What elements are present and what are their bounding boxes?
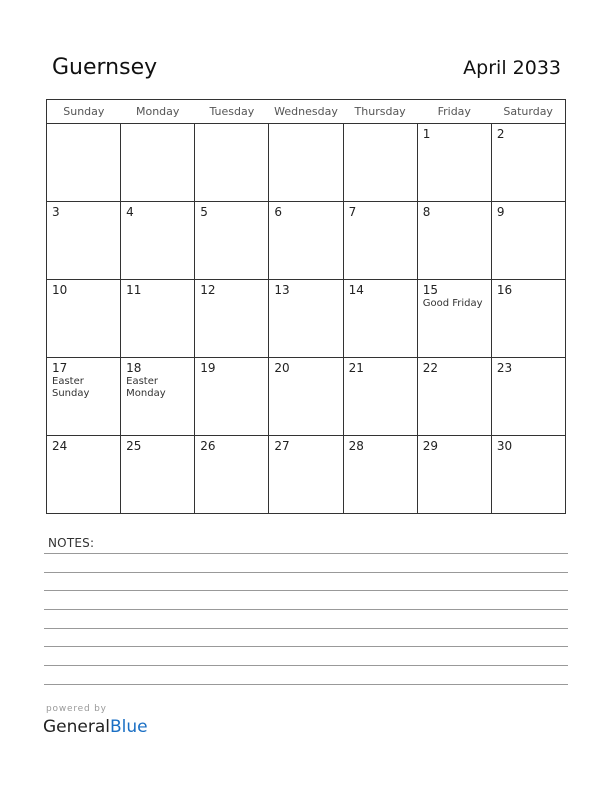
calendar-day-cell — [491, 436, 565, 514]
calendar-day-cell — [491, 358, 565, 436]
calendar-day-cell — [195, 280, 269, 358]
calendar-day-cell — [343, 124, 417, 202]
day-number: 21 — [348, 361, 364, 375]
calendar-grid — [46, 99, 566, 514]
calendar-week-row — [47, 124, 566, 202]
day-number: 3 — [52, 205, 60, 219]
day-number: 23 — [496, 361, 513, 375]
calendar-day-cell — [121, 436, 195, 514]
brand-blue-text: Blue — [110, 717, 148, 737]
day-number: 30 — [496, 439, 513, 453]
calendar-day-cell — [417, 202, 491, 280]
calendar-day-cell — [269, 358, 343, 436]
day-number: 7 — [348, 205, 357, 219]
day-number: 10 — [52, 283, 68, 297]
calendar-day-cell — [343, 280, 417, 358]
day-number: 16 — [496, 283, 513, 297]
calendar-day-cell — [491, 202, 565, 280]
day-number: 5 — [200, 205, 208, 219]
calendar-day-cell — [417, 124, 491, 202]
calendar-day-cell — [269, 436, 343, 514]
notes-line — [44, 590, 568, 591]
calendar-week-row — [47, 202, 566, 280]
weekday-tuesday: Tuesday — [195, 100, 269, 124]
weekday-header-row — [47, 100, 566, 124]
day-number: 28 — [348, 439, 364, 453]
weekday-friday: Friday — [417, 100, 491, 124]
day-number: 11 — [126, 283, 142, 297]
calendar-day-cell — [343, 358, 417, 436]
day-number: 18 — [126, 361, 142, 375]
calendar-day-cell — [121, 358, 195, 436]
notes-line — [44, 646, 568, 647]
day-number: 4 — [126, 205, 134, 219]
day-number: 6 — [274, 205, 283, 219]
powered-by-text: powered by — [46, 704, 107, 714]
calendar-day-cell — [195, 358, 269, 436]
calendar-day-cell — [121, 280, 195, 358]
calendar-day-cell — [47, 202, 121, 280]
day-number: 22 — [422, 361, 438, 375]
calendar-day-cell — [47, 124, 121, 202]
day-number: 13 — [274, 283, 290, 297]
day-number: 17 — [52, 361, 68, 375]
calendar-day-cell — [269, 124, 343, 202]
day-number: 1 — [422, 127, 431, 141]
day-number: 2 — [496, 127, 505, 141]
calendar-day-cell — [195, 436, 269, 514]
weekday-sunday: Sunday — [47, 100, 121, 124]
weekday-saturday: Saturday — [491, 100, 565, 124]
day-number: 27 — [274, 439, 290, 453]
notes-line — [44, 553, 568, 554]
day-number: 20 — [274, 361, 290, 375]
calendar-week-row — [47, 280, 566, 358]
country-title: Guernsey — [52, 55, 158, 80]
calendar-day-cell — [417, 280, 491, 358]
calendar-day-cell — [195, 124, 269, 202]
calendar-week-row — [47, 436, 566, 514]
notes-line — [44, 684, 568, 685]
day-number: 14 — [348, 283, 364, 297]
day-number: 24 — [52, 439, 68, 453]
notes-line — [44, 628, 568, 629]
calendar-day-cell — [269, 202, 343, 280]
calendar-day-cell — [121, 202, 195, 280]
day-number: 15 — [422, 283, 438, 297]
day-number: 19 — [200, 361, 216, 375]
calendar-day-cell — [343, 436, 417, 514]
calendar-day-cell — [47, 436, 121, 514]
notes-line — [44, 609, 568, 610]
day-number: 29 — [422, 439, 438, 453]
month-year-title: April 2033 — [463, 57, 561, 79]
calendar-day-cell — [491, 280, 565, 358]
notes-line — [44, 665, 568, 666]
brand-general-text: General — [43, 717, 110, 737]
calendar-week-row — [47, 358, 566, 436]
calendar-day-cell — [491, 124, 565, 202]
calendar-day-cell — [417, 358, 491, 436]
generalblue-logo — [43, 716, 148, 738]
notes-line — [44, 572, 568, 573]
calendar-day-cell — [195, 202, 269, 280]
holiday-label: Easter Monday — [126, 376, 166, 399]
day-number: 12 — [200, 283, 216, 297]
notes-label: NOTES: — [48, 536, 95, 550]
calendar-day-cell — [343, 202, 417, 280]
calendar-day-cell — [417, 436, 491, 514]
day-number: 9 — [496, 205, 505, 219]
day-number: 26 — [200, 439, 216, 453]
calendar-day-cell — [121, 124, 195, 202]
weekday-monday: Monday — [121, 100, 195, 124]
holiday-label: Easter Sunday — [52, 376, 90, 399]
weekday-wednesday: Wednesday — [269, 100, 343, 124]
calendar-body — [47, 124, 566, 514]
calendar-day-cell — [47, 358, 121, 436]
day-number: 8 — [422, 205, 431, 219]
calendar-day-cell — [269, 280, 343, 358]
weekday-thursday: Thursday — [343, 100, 417, 124]
holiday-label: Good Friday — [422, 298, 483, 309]
day-number: 25 — [126, 439, 142, 453]
calendar-day-cell — [47, 280, 121, 358]
